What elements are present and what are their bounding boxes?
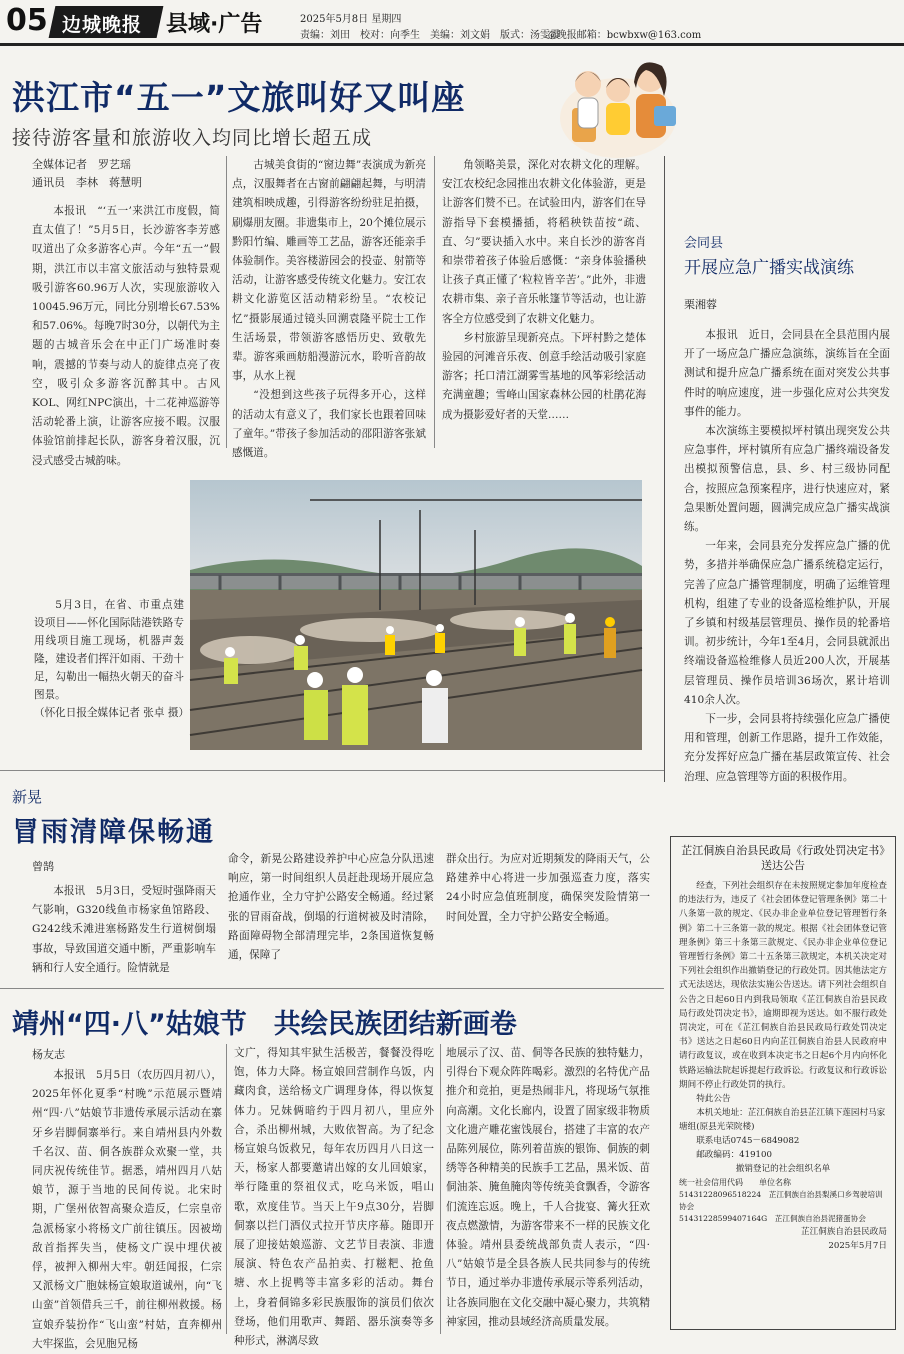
article1-column2: 古城美食街的“窗边舞”表演成为新亮点，汉服舞者在古窗前翩翩起舞，与明清建筑相映成趣，引得游客纷纷驻足拍摄，刷爆朋友圈。非遗集市上，20个摊位展示黔阳竹编、雕画等工艺品，游客还能亲手体验制作。美容楼游园会的投壶、射箭等活动，让游客感受传统文化魅力。安江农耕文化游览区活动精彩纷呈。“农校记忆”摄影展通过镜头回溯袁隆平院士工作生活场景，带领游客感悟历史、致敬先辈。游客乘画舫船漫游沅水，聆听音韵故事，从水上视	[232, 159, 426, 383]
article1-subtitle: 接待游客量和旅游收入均同比增长超五成	[12, 127, 373, 149]
notice-closing: 特此公告	[696, 1094, 731, 1105]
column-divider	[434, 156, 435, 448]
notice-address: 本机关地址：芷江侗族自治县芷江镇下莲园村马家塘组(原县光荣院楼)	[679, 1108, 886, 1133]
article-right-p3: 一年来，会同县充分发挥应急广播的优势，多措并举确保应急广播系统稳定运行，完善了应急广播管理制度，明确了运维管理机构，组建了专业的设备巡检维护队，开展了乡镇和村级基层管理员、操作员的轮番培训。初步统计，今年1至4月，会同县就派出终端设备巡检维修人员近200人次，开展基层管理员、操作员培训36场次，累计培训410余人次。	[684, 540, 890, 706]
article2-author: 曾鹄	[32, 860, 54, 873]
column-divider	[440, 1044, 441, 1334]
publish-date: 2025年5月8日 星期四	[300, 14, 402, 25]
article2-title: 冒雨清障保畅通	[12, 817, 215, 848]
article1-column2b: “没想到这些孩子玩得多开心，这样的活动太有意义了，我们家长也跟着回味了童年。”带孩子参加活动的邵阳游客张斌感慨道。	[232, 389, 426, 460]
railway-construction-photo	[190, 480, 642, 750]
legal-notice	[670, 836, 896, 1330]
family-travel-illustration	[558, 48, 678, 160]
article-right-p1: 本报讯 近日，会同县在全县范围内展开了一场应急广播应急演练，演练旨在全面测试和提升应急广播系统在面对突发公共事件时的响应速度，进一步强化应对公共突发事件的能力。	[684, 329, 890, 418]
notice-list-header: 统一社会信用代码 单位名称	[679, 1178, 791, 1188]
notice-list-row: 51431228599407164G 芷江侗族自治县泥猪蛋协会	[679, 1214, 866, 1224]
notice-signature: 芷江侗族自治县民政局	[801, 1227, 887, 1238]
article3-column1: 本报讯 5月5日（农历四月初八），2025年怀化夏季“村晚”示范展示暨靖州“四·八”姑娘节非遗传承展示活动在寨牙乡岩脚侗寨举行。来自靖州县内外数千名汉、苗、侗各族群众欢聚一堂，共同庆祝传统佳节。据悉，靖州四月八姑娘节，源于当地的民间传说。北宋时期，广堡州依智高聚众造反，仁宗皇帝急派杨家小将杨文广前往镇压。因被坳敌首指挥失当，使杨文广误中埋伏被俘，被押入柳州大牢。朝廷闻报，仁宗又派杨文广胞妹杨宣娘取道诚州，向“飞山蛮”首领借兵三千，前往柳州救援。杨宣娘乔装扮作“飞山蛮”村姑，直奔柳州大牢探监，会见胞兄杨	[32, 1069, 222, 1350]
notice-phone: 联系电话0745－6849082	[696, 1136, 800, 1147]
article3-column3: 地展示了汉、苗、侗等各民族的独特魅力，引得台下观众阵阵喝彩。激烈的名特优产品推介和竞拍，更是热闹非凡，将现场气氛推向高潮。文化长廊内，设置了固家级非物质文化遗产雕花蜜饯展台，搭建了丰富的农产品陈列展位，陈列着苗族的银饰、侗族的刺绣等各种精美的民族手工艺品，黑米饭、苗侗油茶、腌鱼腌肉等传统美食飘香，令游客们流连忘返。晚上，千人合拢宴、篝火狂欢夜点燃激情，为游客带来不一样的民族文化体验。靖州县委统战部负责人表示，“四·八”姑娘节是全县各族人民共同参与的传统节日，通过举办非遗传承展示等系列活动，让各族同胞在文化交融中凝心聚力，共筑精神家园，推动县域经济高质量发展。	[446, 1047, 650, 1328]
contact-email: ◎晚报邮箱：bcwbxw@163.com	[548, 30, 702, 41]
article2-column2: 命令，新晃公路建设养护中心应急分队迅速响应，第一时间组织人员赶赴现场开展应急抢通作业，全力守护公路安全畅通。经过紧张的冒雨奋战，倒塌的行道树被及时清除，路面障碍物全部清理完毕，2条国道恢复畅通，保障了	[228, 853, 434, 962]
article1-column3: 角领略美景，深化对农耕文化的理解。安江农校纪念园推出农耕文化体验游，更是让游客们赞不已。在试验田内，游客们在导游指导下套模播插，将稻秧铁苗按“疏、直、匀”要诀插入水中。来自长沙的游客肖和崇带着孩子体验后感慨：“亲身体验播秧让孩子真正懂了‘粒粒皆辛苦’。”此外，非遗农耕市集、亲子音乐帐篷节等活动，也让游客全方位感受到了农耕文化魅力。	[442, 159, 646, 325]
editor-credits: 责编：刘田 校对：向季生 美编：刘文娟 版式：汤雯霞	[300, 30, 560, 41]
article1-column3b: 乡村旅游呈现新亮点。下坪村黔之楚体验园的河滩音乐夜、创意手绘活动吸引家庭游客；托口清江湖雾雪基地的风筝彩绘活动充满童趣；雪峰山国家森林公园的杜鹃花海成为摄影爱好者的天堂……	[442, 331, 646, 421]
article-right-author: 栗湘蓉	[684, 298, 717, 311]
article2-column3: 群众出行。为应对近期频发的降雨天气，公路建养中心将进一步加强巡查力度，落实24小时应急值班制度，确保突发险情第一时间处置，全力守护公路安全畅通。	[446, 853, 650, 923]
section-rule-2	[0, 988, 664, 989]
page-number: 05	[6, 3, 48, 38]
notice-postcode: 邮政编码：419100	[696, 1150, 772, 1161]
section-rule	[0, 770, 664, 771]
paper-name: 边城晚报	[62, 14, 143, 36]
photo-credit: （怀化日报全媒体记者 张卓 摄）	[34, 707, 190, 719]
header-rule	[0, 43, 904, 46]
article-right-p2: 本次演练主要模拟坪村镇出现突发公共应急事件，坪村镇所有应急广播终端设备发出模拟预警信息，县、乡、村三级协同配合，按照应急预案程序，进行快速应对，紧急果断处置问题，圆满完成应急广播实战演练。	[684, 425, 890, 534]
article3-column2: 文广，得知其牢狱生活极苦，餐餐没得吃饱，体力大降。杨宣娘回营制作乌饭，内藏肉食，送给杨文广调理身体，得以恢复体力。兄妹俩暗约于四月初八，里应外合，杀出柳州城，大败依智高。为了纪念杨宣娘乌饭救兄，每年农历四月八日这一天，杨家人都要邀请出嫁的女儿回娘家，举行隆重的祭祖仪式，吃乌米饭，唱山歌，欢度佳节。当天上午9点30分，岩脚侗寨以拦门酒仪式拉开节庆序幕。随即开展了迎接姑娘巡游、文艺节目表演、非遗展演、特色农产品拍卖、打糍粑、抢鱼塘、水上捉鸭等丰富多彩的活动。舞台上，身着侗锦多彩民族服饰的演员们依次登场，他们用歌声、舞蹈、器乐演奏等多种形式，淋漓尽致	[234, 1047, 434, 1348]
article1-title: 洪江市“五一”文旅叫好又叫座	[12, 78, 466, 117]
column-divider	[226, 1044, 227, 1334]
notice-list-title: 撤销登记的社会组织名单	[735, 1164, 831, 1175]
article-right-p4: 下一步，会同县将持续强化应急广播使用和管理，创新工作思路，提升工作效能，充分发挥好应急广播在基层政策宣传、社会治理、应急管理等方面的积极作用。	[684, 713, 890, 783]
right-column-divider	[664, 156, 665, 782]
section-title: 县域·广告	[166, 12, 263, 37]
article-right-title: 开展应急广播实战演练	[684, 258, 854, 278]
page-header	[0, 0, 904, 46]
photo-caption: 5月3日，在省、市重点建设项目——怀化国际陆港铁路专用线项目施工现场，机器声轰隆，建设者们挥汗如雨、干劲十足，勾勒出一幅热火朝天的奋斗图景。	[34, 599, 184, 701]
article1-byline-reporter: 全媒体记者 罗艺瑶	[32, 158, 131, 171]
article1-column1: 本报讯 “‘五一’来洪江市度假，简直太值了！”5月5日，长沙游客李芳感叹道出了众多游客心声。今年“五一”假期，洪江市以丰富文旅活动与独特景观吸引游客60.96万人次，实现旅游收入10045.96万元，同比分别增长67.53%和57.06%。每晚7时30分，以朝代为主题的古城音乐会在中正门广场准时奏响，震撼的节奏与动人的旋律点亮了夜空，吸引众多游客沉醉其中。古风KOL、网红NPC演出，十二花神巡游等活动轮番上演，让游客应接不暇。汉服体验馆前排起长队，游客身着汉服，沉浸式感受古城韵味。	[32, 205, 220, 467]
article1-column3-block	[442, 156, 646, 425]
article1-byline-correspondent: 通讯员 李林 蒋慧明	[32, 176, 142, 189]
article-right-body	[684, 326, 890, 787]
notice-body: 经查，下列社会组织存在未按照规定参加年度检查的违法行为，违反了《社会团体登记管理条例》第二十八条第一款的规定、《民办非企业单位登记管理暂行条例》第二十三条第一款的规定。根据《社会团体登记管理条例》第三十条第三款规定、《民办非企业单位登记管理暂行条例》第二十五条第三款规定，本机关决定对下列社会组织作出撤销登记的行政处罚。因其他法定方式无法送达，现依法实施公告送达。请下列社会组织自公告之日起60日内到我局领取《芷江侗族自治县民政局行政处罚决定书》，逾期即视为送达。如不服行政处罚决定，可在《芷江侗族自治县民政局行政处罚决定书》送达之日起60日内向芷江侗族自治县人民政府申请行政复议，或在收到本决定书之日起6个月内向怀化铁路运输法院起诉提起行政诉讼。行政复议和行政诉讼期间不停止行政处罚的执行。	[679, 881, 887, 1090]
article3-title: 靖州“四·八”姑娘节 共绘民族团结新画卷	[12, 1009, 517, 1040]
article2-place: 新晃	[12, 788, 43, 806]
article3-author: 杨友志	[32, 1048, 65, 1061]
column-divider	[226, 156, 227, 448]
notice-date: 2025年5月7日	[828, 1241, 887, 1252]
photo-caption-box	[34, 596, 190, 722]
article1-column2-block	[232, 156, 426, 463]
notice-title: 芷江侗族自治县民政局《行政处罚决定书》送达公告	[681, 844, 885, 872]
article-right-place: 会同县	[684, 236, 724, 251]
article2-column1: 本报讯 5月3日，受短时强降雨天气影响，G320线鱼市杨家鱼馆路段、G242线禾滩进塞杨路发生行道树倒塌事故，导致国道交通中断，严重影响车辆和行人安全通行。险情就是	[32, 885, 216, 974]
notice-list-row: 51431228096518224 芷江侗族自治县梨溪口乡驾驶培训协会	[679, 1190, 883, 1212]
